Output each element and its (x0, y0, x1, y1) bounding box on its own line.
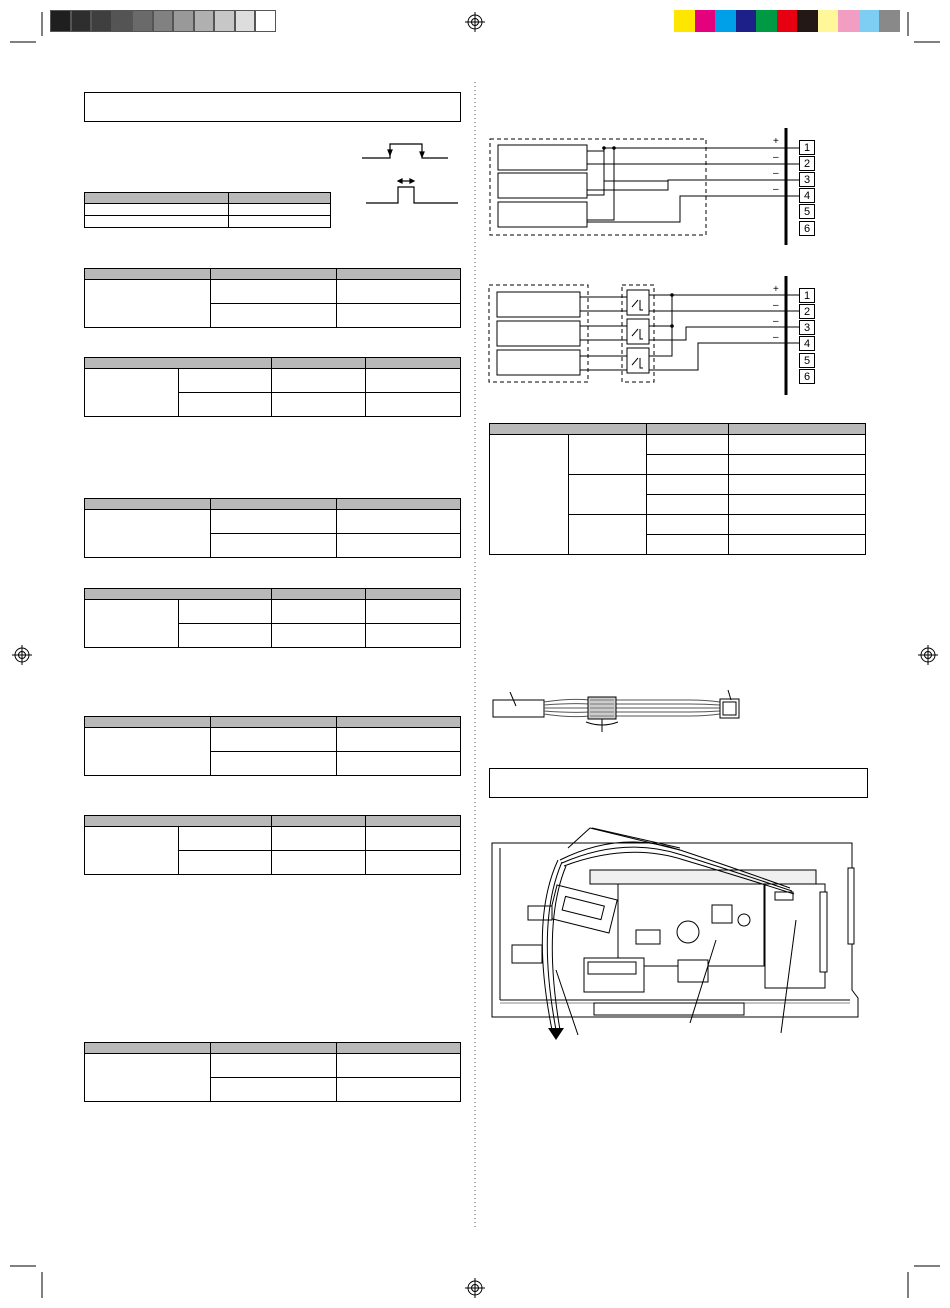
polarity-sign: + (773, 284, 779, 295)
polarity-sign: – (773, 184, 779, 195)
terminal-number: 5 (799, 353, 815, 368)
terminal-number: 4 (799, 188, 815, 203)
terminal-number: 1 (799, 140, 815, 155)
terminal-number: 2 (799, 304, 815, 319)
polarity-sign: – (773, 316, 779, 327)
polarity-sign: + (773, 136, 779, 147)
terminal-number: 5 (799, 204, 815, 219)
terminal-number: 3 (799, 172, 815, 187)
terminal-number: 3 (799, 320, 815, 335)
terminal-number: 6 (799, 221, 815, 236)
terminal-number: 6 (799, 369, 815, 384)
polarity-sign: – (773, 168, 779, 179)
polarity-sign: – (773, 152, 779, 163)
polarity-sign: – (773, 332, 779, 343)
terminal-number: 4 (799, 336, 815, 351)
terminal-number: 1 (799, 288, 815, 303)
terminal-number: 2 (799, 156, 815, 171)
polarity-sign: – (773, 300, 779, 311)
